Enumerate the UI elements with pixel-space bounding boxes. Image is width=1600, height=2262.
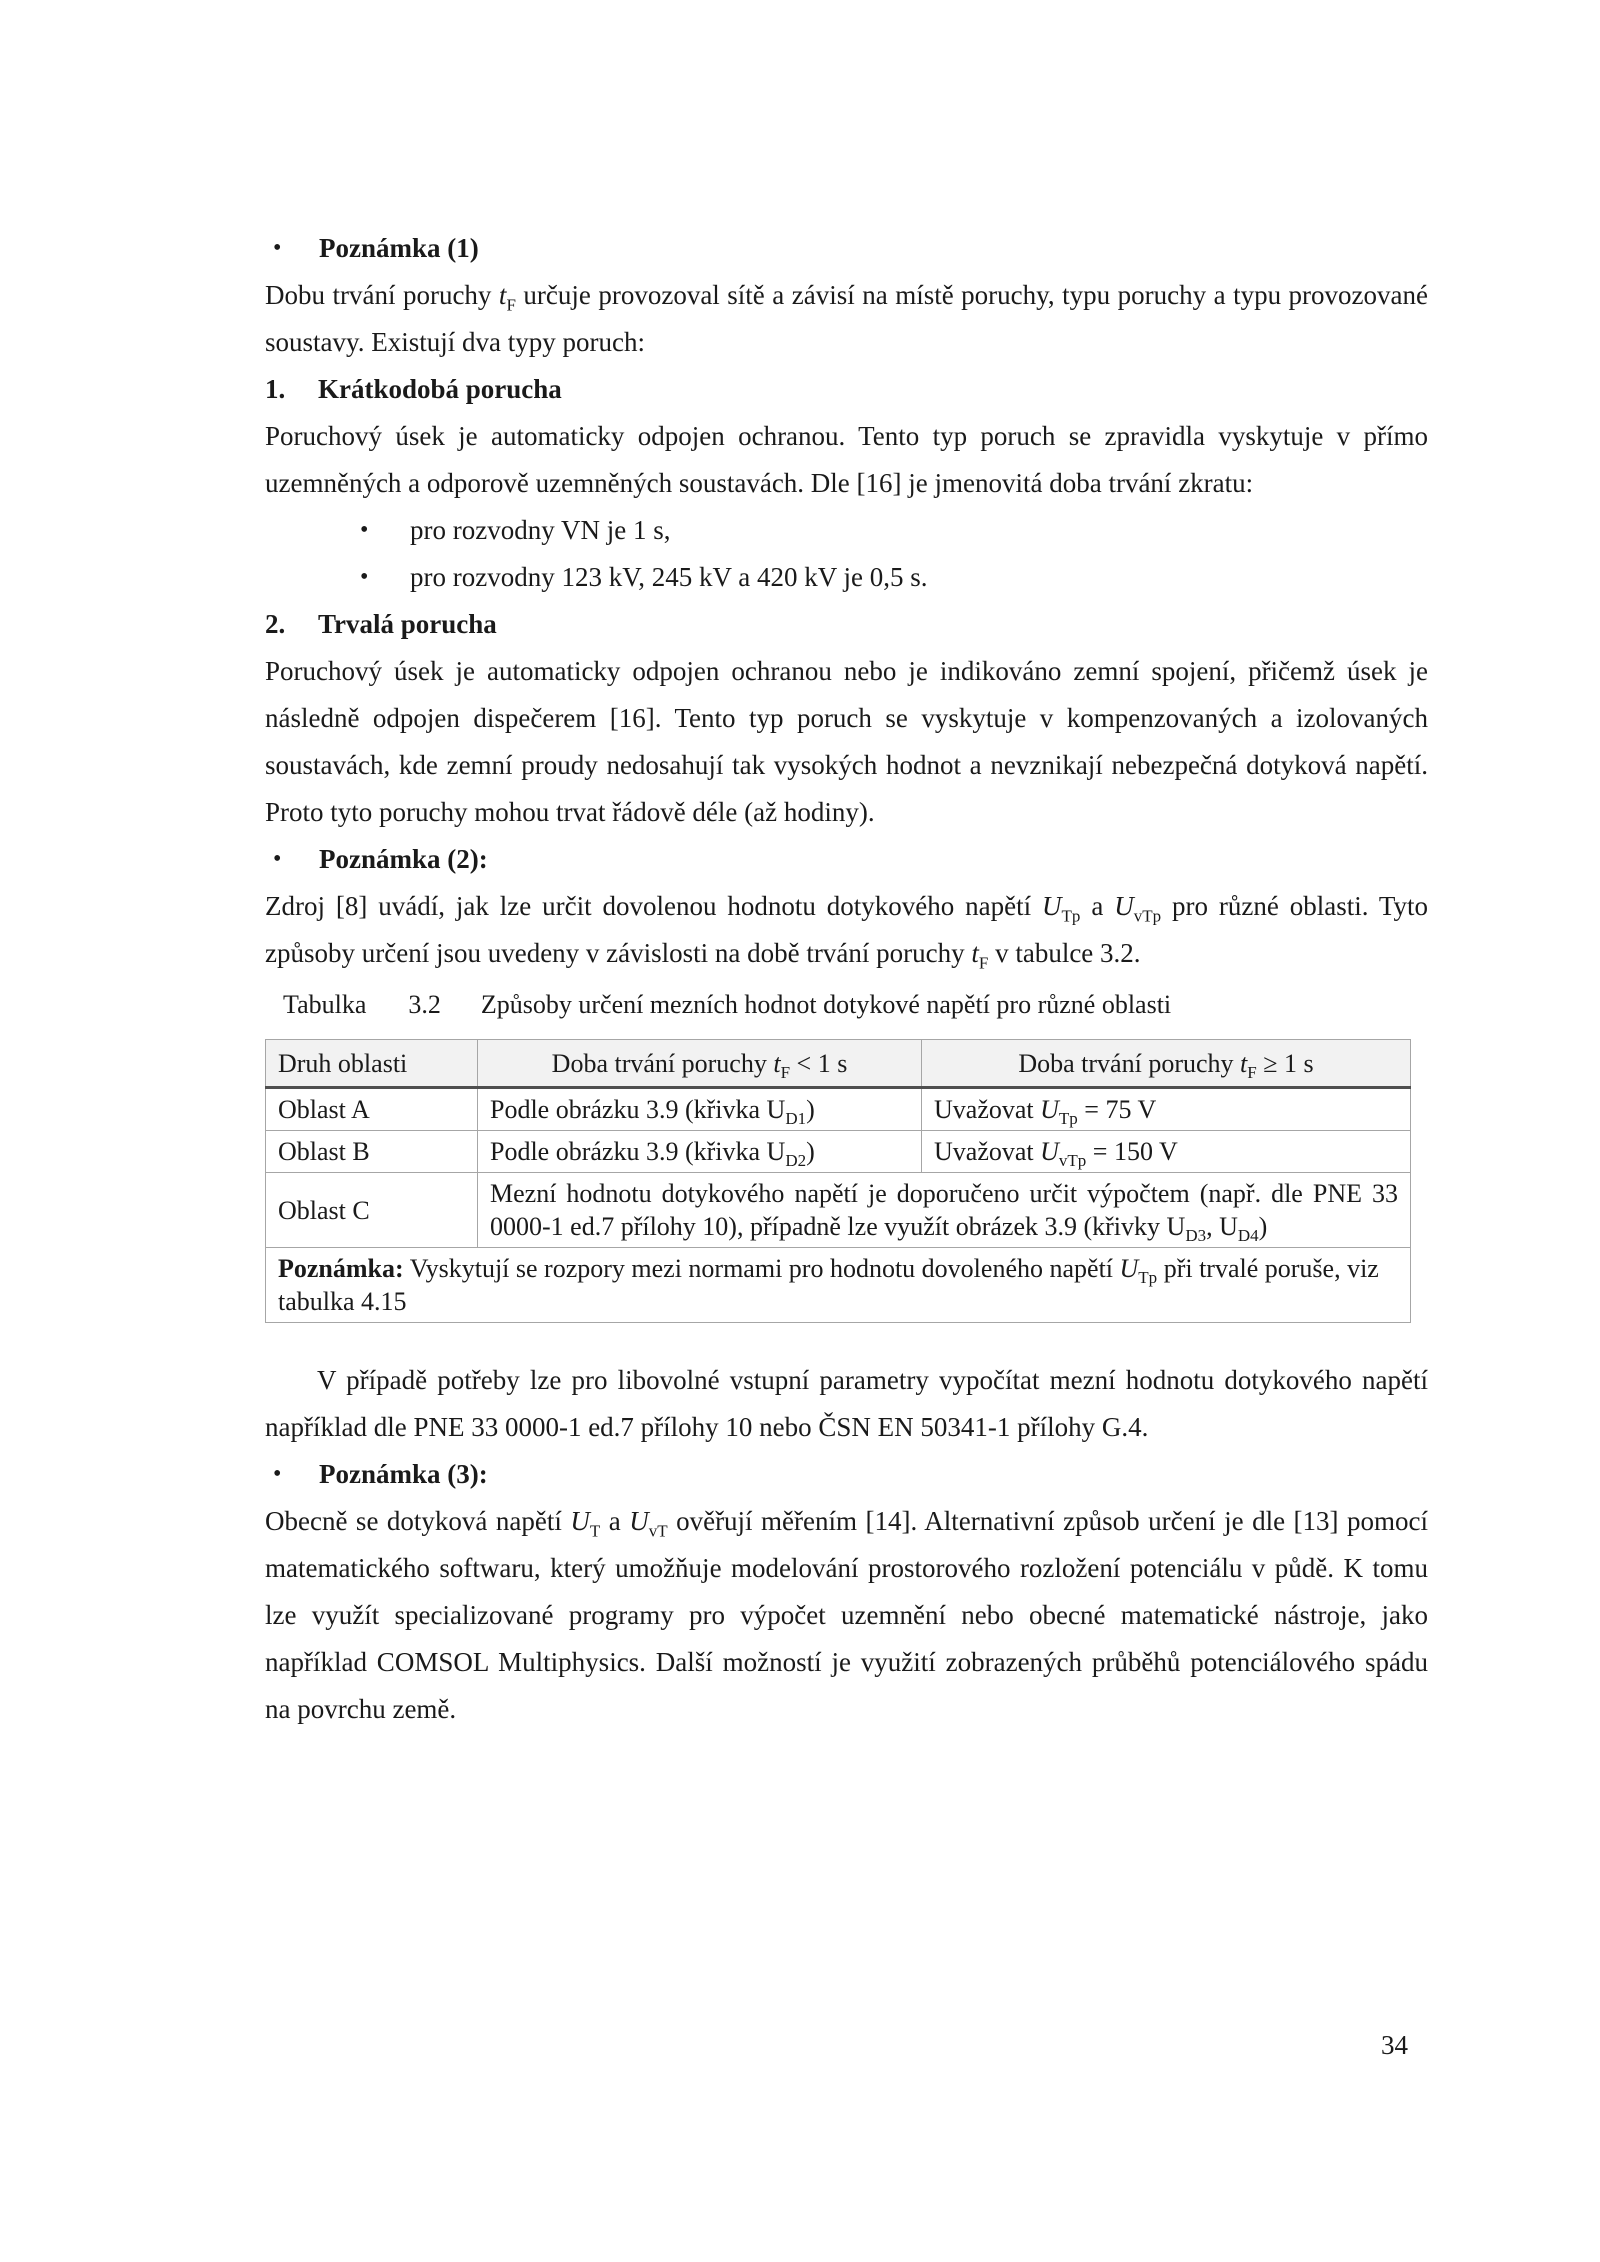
table-row — [266, 1131, 1411, 1173]
bullet-icon: • — [273, 235, 282, 261]
variable-UT: $U_T$ — [570, 1506, 601, 1541]
heading-permanent-fault — [265, 601, 1428, 648]
cell-value-a: Uvažovat $U_{Tp} = 75$ V — [922, 1088, 1411, 1131]
paragraph-fault-duration: Dobu trvání poruchy $t_F$ určuje provozoval sítě a závisí na místě poruchy, typu poruchy a typu provozované soustavy. Existují dva typy poruch: — [265, 280, 1428, 357]
cell-area-b: Oblast B — [266, 1131, 478, 1173]
cell-area-a: Oblast A — [266, 1088, 478, 1131]
note1-heading — [265, 225, 1428, 272]
variable-tF: $t_F$ — [773, 1048, 791, 1082]
variable-tF: $t_F$ — [498, 280, 516, 315]
paragraph-measurement: Obecně se dotyková napětí $U_T$ a $U_{vT}$ ověřují měřením [14]. Alternativní způsob určení je dle [13] pomocí matematického softwaru, který umožňuje modelování prostorového rozložení potenciálu v půdě. K tomu lze využít specializované programy pro výpočet uzemnění nebo obecné matematické nástroje, jako například COMSOL Multiphysics. Další možností je využití zobrazených průběhů potenciálového spádu na povrchu země. — [265, 1506, 1428, 1724]
variable-UvTp: $U_{vTp}$ — [1040, 1137, 1087, 1171]
list-item — [265, 507, 1428, 554]
heading-number: 2. — [265, 609, 286, 639]
note3-title: Poznámka (3): — [319, 1459, 488, 1489]
paragraph-touch-voltage: Zdroj [8] uvádí, jak lze určit dovolenou hodnotu dotykového napětí $U_{Tp}$ a $U_{vTp}$ pro různé oblasti. Tyto způsoby určení jsou uvedeny v závislosti na době trvání poruchy $t_F$ v tabulce 3.2. — [265, 891, 1428, 973]
bullet-icon: • — [360, 517, 369, 543]
bullet-icon: • — [273, 846, 282, 872]
heading-number: 1. — [265, 374, 286, 404]
table-caption-number: 3.2 — [408, 990, 441, 1019]
heading-short-fault — [265, 366, 1428, 413]
list-item-text: pro rozvodny 123 kV, 245 kV a 420 kV je 0,5 s. — [410, 562, 928, 592]
table-note-label: Poznámka: — [278, 1254, 404, 1283]
list-item — [265, 554, 1428, 601]
bullet-icon: • — [360, 564, 369, 590]
cell-method-a: Podle obrázku 3.9 (křivka $U_{D1}$) — [478, 1088, 922, 1131]
table-header-row — [266, 1040, 1411, 1088]
note2-heading — [265, 836, 1428, 883]
table-row — [266, 1088, 1411, 1131]
note1-title: Poznámka (1) — [319, 233, 479, 263]
page-content — [265, 0, 1428, 1733]
cell-area-c: Oblast C — [266, 1173, 478, 1248]
variable-UTp: $U_{Tp}$ — [1040, 1095, 1078, 1129]
heading-title: Trvalá porucha — [318, 609, 497, 639]
table-note-row — [266, 1248, 1411, 1323]
page-number: 34 — [1381, 2030, 1408, 2060]
table-row — [266, 1173, 1411, 1248]
list-item-text: pro rozvodny VN je 1 s, — [410, 515, 671, 545]
table-note-cell: Poznámka: Vyskytují se rozpory mezi normami pro hodnotu dovoleného napětí $U_{Tp}$ při trvalé poruše, viz tabulka 4.15 — [266, 1248, 1411, 1323]
variable-UvTp: $U_{vTp}$ — [1114, 891, 1162, 926]
variable-UTp: $U_{Tp}$ — [1042, 891, 1081, 926]
variable-UTp: $U_{Tp}$ — [1119, 1254, 1158, 1288]
header-cell-duration-lt-1s: Doba trvání poruchy $t_F < 1$ s — [478, 1040, 922, 1088]
paragraph-short-fault: Poruchový úsek je automaticky odpojen ochranou. Tento typ poruch se zpravidla vyskytuje v přímo uzemněných a odporově uzemněných soustavách. Dle [16] je jmenovitá doba trvání zkratu: — [265, 421, 1428, 498]
table-caption — [283, 985, 1428, 1025]
cell-method-c: Mezní hodnotu dotykového napětí je doporučeno určit výpočtem (např. dle PNE 33 0000-1 ed.7 přílohy 10), případně lze využít obrázek 3.9 (křivky $U_{D3}$, $U_{D4}$) — [478, 1173, 1411, 1248]
variable-tF: $t_F$ — [1240, 1048, 1257, 1082]
cell-method-b: Podle obrázku 3.9 (křivka $U_{D2}$) — [478, 1131, 922, 1173]
header-cell-duration-ge-1s: Doba trvání poruchy $t_F \ge 1$ s — [922, 1040, 1411, 1088]
variable-UvT: $U_{vT}$ — [629, 1506, 668, 1541]
table-caption-title: Způsoby určení mezních hodnot dotykové napětí pro různé oblasti — [480, 990, 1172, 1019]
table-3-2 — [265, 1039, 1411, 1323]
paragraph-limit-values: V případě potřeby lze pro libovolné vstupní parametry vypočítat mezní hodnotu dotykového napětí například dle PNE 33 0000-1 ed.7 přílohy 10 nebo ČSN EN 50341-1 přílohy G.4. — [265, 1365, 1428, 1442]
header-cell-area-type: Druh oblasti — [266, 1040, 478, 1088]
note3-heading — [265, 1451, 1428, 1498]
cell-value-b: Uvažovat $U_{vTp} = 150$ V — [922, 1131, 1411, 1173]
variable-tF: $t_F$ — [971, 938, 989, 973]
paragraph-permanent-fault: Poruchový úsek je automaticky odpojen ochranou nebo je indikováno zemní spojení, přičemž úsek je následně odpojen dispečerem [16]. Tento typ poruch se vyskytuje v kompenzovaných a izolovaných soustavách, kde zemní proudy nedosahují tak vysokých hodnot a nevznikají nebezpečná dotyková napětí. Proto tyto poruchy mohou trvat řádově déle (až hodiny). — [265, 656, 1428, 827]
note2-title: Poznámka (2): — [319, 844, 488, 874]
heading-title: Krátkodobá porucha — [318, 374, 562, 404]
bullet-icon: • — [273, 1461, 282, 1487]
table-caption-label: Tabulka — [283, 990, 367, 1019]
